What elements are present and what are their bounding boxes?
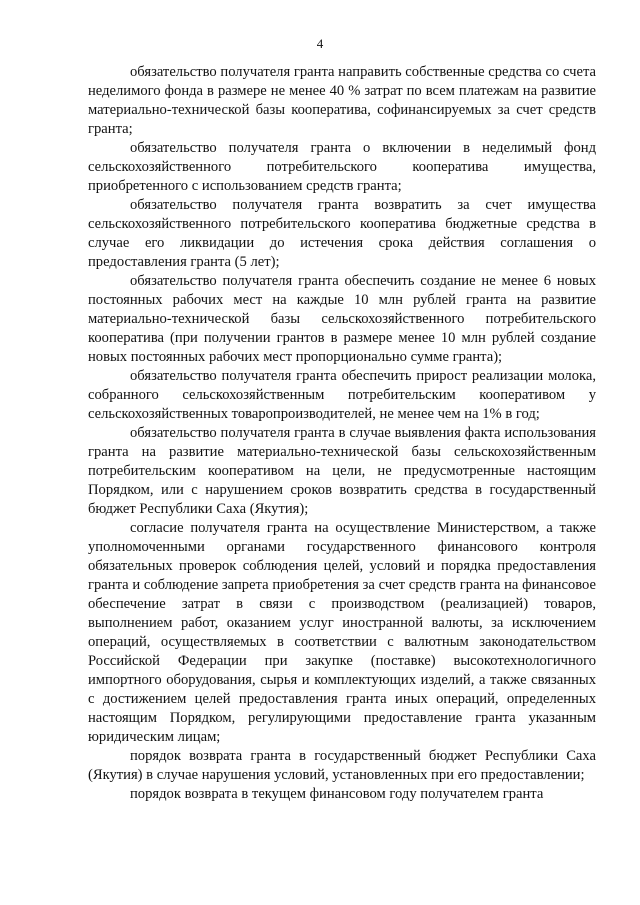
paragraph-2: обязательство получателя гранта о включении в неделимый фонд сельскохозяйственного потребительского кооператива имущества, приобретенного с использованием средств гранта;	[88, 140, 596, 194]
paragraph-7: согласие получателя гранта на осуществление Министерством, а также уполномоченными органами государственного финансового контроля обязательных проверок соблюдения целей, условий и порядка предоставления гранта и соблюдение запрета приобретения за счет средств гранта на финансовое обеспечение затрат в связи с производством (реализацией) товаров, выполнением работ, оказанием услуг иностранной валюты, за исключением операций, осуществляемых в соответствии с валютным законодательством Российской Федерации при закупке (поставке) высокотехнологичного импортного оборудования, сырья и комплектующих изделий, а также связанных с достижением целей предоставления гранта иных операций, определенных настоящим Порядком, регулирующими предоставление гранта указанным юридическим лицам;	[88, 520, 596, 745]
paragraph-9: порядок возврата в текущем финансовом году получателем гранта	[130, 786, 544, 802]
paragraph-6: обязательство получателя гранта в случае выявления факта использования гранта на развитие материально-технической базы сельскохозяйственным потребительским кооперативом на цели, не предусмотренные настоящим Порядком, или с нарушением сроков возвратить средства в государственный бюджет Республики Саха (Якутия);	[88, 425, 596, 517]
paragraph-1: обязательство получателя гранта направить собственные средства со счета неделимого фонда в размере не менее 40 % затрат по всем платежам на развитие материально-технической базы кооператива, софинансируемых за счет средств гранта;	[88, 64, 596, 137]
paragraph-3: обязательство получателя гранта возвратить за счет имущества сельскохозяйственного потребительского кооператива бюджетные средства в случае его ликвидации до истечения срока действия соглашения о предоставления гранта (5 лет);	[88, 197, 596, 270]
paragraph-4: обязательство получателя гранта обеспечить создание не менее 6 новых постоянных рабочих мест на каждые 10 млн рублей гранта на развитие материально-технической базы сельскохозяйственного потребительского кооператива (при получении грантов в размере менее 10 млн рублей создание новых постоянных рабочих мест пропорционально сумме гранта);	[88, 273, 596, 365]
paragraph-5: обязательство получателя гранта обеспечить прирост реализации молока, собранного сельскохозяйственным потребительским кооперативом у сельскохозяйственных товаропроизводителей, не менее чем на 1% в год;	[88, 368, 596, 422]
paragraph-8: порядок возврата гранта в государственный бюджет Республики Саха (Якутия) в случае нарушения условий, установленных при его предоставлении;	[88, 748, 596, 783]
page-number: 4	[316, 36, 324, 51]
document-body	[88, 63, 596, 804]
